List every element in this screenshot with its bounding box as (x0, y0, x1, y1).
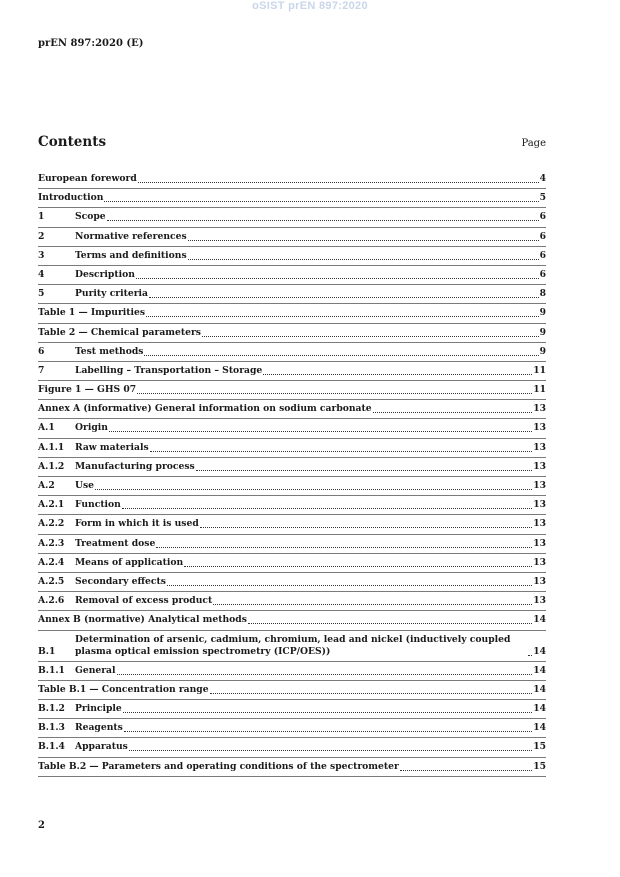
toc-entry-number: A.1 (38, 422, 55, 434)
toc-entry[interactable] (38, 208, 546, 227)
document-identifier: prEN 897:2020 (E) (38, 38, 144, 49)
toc-entry-page: 6 (539, 230, 546, 242)
toc-entry-page: 13 (533, 556, 546, 568)
toc-entry-title: European foreword (38, 173, 137, 184)
toc-entry-page: 13 (533, 537, 546, 549)
dot-leader (263, 374, 532, 375)
toc-entry-number: B.1.1 (38, 664, 65, 676)
toc-entry[interactable] (38, 477, 546, 496)
toc-entry-number: A.2 (38, 480, 55, 491)
toc-entry-title: Principle (75, 703, 122, 715)
toc-entry-number: B.1.2 (38, 703, 65, 715)
toc-entry[interactable] (38, 515, 546, 534)
dot-leader (156, 547, 532, 548)
toc-entry[interactable] (38, 439, 546, 458)
toc-entry-title: Scope (75, 211, 106, 223)
dot-leader (144, 355, 538, 356)
contents-heading: Contents (38, 134, 107, 150)
dot-leader (184, 566, 532, 567)
dot-leader (107, 220, 539, 221)
dot-leader (213, 604, 532, 605)
toc-entry[interactable] (38, 247, 546, 266)
toc-entry[interactable] (38, 362, 546, 381)
toc-entry-page: 11 (533, 364, 546, 376)
toc-entry[interactable] (38, 496, 546, 515)
toc-entry-page: 15 (533, 741, 546, 753)
toc-entry-number: A.1.1 (38, 441, 65, 453)
toc-entry-number: 5 (38, 288, 45, 300)
toc-entry-number: B.1.4 (38, 741, 65, 753)
toc-entry-title: Use (75, 480, 95, 491)
toc-entry-title: Labelling – Transportation – Storage (75, 364, 263, 376)
toc-entry-title: Function (75, 499, 121, 511)
toc-entry-title: Test methods (75, 345, 144, 357)
dot-leader (149, 297, 539, 298)
toc-entry-page: 14 (533, 722, 546, 734)
dot-leader (117, 674, 533, 675)
toc-entry[interactable] (38, 573, 546, 592)
toc-entry[interactable] (38, 611, 546, 630)
toc-entry-number: A.1.2 (38, 460, 65, 472)
toc-entry-page: 14 (533, 664, 546, 676)
dot-leader (138, 182, 539, 183)
toc-entry[interactable] (38, 700, 546, 719)
toc-entry[interactable] (38, 266, 546, 285)
toc-entry-page: 13 (533, 441, 546, 453)
dot-leader (150, 451, 533, 452)
toc-entry-page: 11 (533, 384, 546, 396)
toc-entry-number: 2 (38, 230, 45, 242)
dot-leader (188, 240, 539, 241)
toc-entry-title: Description (75, 268, 135, 280)
toc-entry-title: Secondary effects (75, 575, 166, 587)
toc-entry-number: B.1.3 (38, 722, 65, 734)
toc-entry-page: 9 (539, 345, 546, 357)
dot-leader (122, 508, 532, 509)
toc-entry-title: Terms and definitions (75, 249, 187, 261)
toc-entry-number: A.2.3 (38, 537, 65, 549)
toc-entry-title: Determination of arsenic, cadmium, chromium, lead and nickel (inductively coupled plasma optical emission spectrometry (ICP/OES)) (75, 633, 511, 657)
toc-entry-page: 13 (533, 422, 546, 434)
toc-entry[interactable] (38, 170, 546, 189)
toc-entry-number: A.2.4 (38, 556, 65, 568)
toc-entry-page: 6 (539, 249, 546, 261)
toc-entry-title: Removal of excess product (75, 595, 213, 607)
toc-entry[interactable] (38, 400, 546, 419)
toc-entry-page: 13 (533, 518, 546, 530)
toc-entry-title: Introduction (38, 192, 104, 204)
toc-entry-page: 6 (539, 268, 546, 280)
toc-entry-page: 9 (539, 307, 546, 319)
toc-entry-title: Manufacturing process (75, 460, 195, 472)
toc-entry-title: Treatment dose (75, 537, 156, 549)
toc-entry-title: Table B.2 — Parameters and operating conditions of the spectrometer (38, 760, 399, 772)
toc-entry-title: Reagents (75, 722, 123, 734)
toc-entry[interactable] (38, 554, 546, 573)
toc-entry[interactable] (38, 592, 546, 611)
dot-leader (95, 489, 532, 490)
toc-entry-title: Annex B (normative) Analytical methods (38, 614, 247, 626)
dot-leader (248, 623, 532, 624)
dot-leader (200, 527, 532, 528)
toc-entry-number: B.1 (38, 645, 56, 657)
dot-leader (373, 412, 533, 413)
toc-entry-number: 7 (38, 364, 45, 376)
toc-entry-page: 4 (539, 173, 546, 184)
toc-entry[interactable] (38, 631, 546, 662)
toc-entry-page: 13 (533, 403, 546, 415)
toc-entry-page: 13 (533, 595, 546, 607)
toc-entry[interactable] (38, 458, 546, 477)
toc-entry[interactable] (38, 758, 546, 777)
toc-entry-title: Means of application (75, 556, 184, 568)
dot-leader (136, 278, 539, 279)
toc-entry-number: A.2.2 (38, 518, 65, 530)
toc-entry-title: Apparatus (75, 741, 128, 753)
toc-entry-title: Table 2 — Chemical parameters (38, 326, 201, 338)
toc-entry-title: Table B.1 — Concentration range (38, 683, 209, 695)
dot-leader (124, 731, 532, 732)
toc-entry-title: General (75, 664, 116, 676)
dot-leader (129, 750, 532, 751)
toc-entry-number: 6 (38, 345, 45, 357)
toc-entry[interactable] (38, 681, 546, 700)
toc-entry-page: 15 (533, 760, 546, 772)
dot-leader (210, 693, 533, 694)
toc-entry-number: 4 (38, 268, 45, 280)
toc-entry[interactable] (38, 343, 546, 362)
toc-entry[interactable] (38, 189, 546, 208)
dot-leader (202, 336, 539, 337)
dot-leader (137, 393, 532, 394)
watermark: oSIST prEN 897:2020 (252, 0, 368, 12)
toc-entry[interactable] (38, 662, 546, 681)
toc-entry-number: 1 (38, 211, 45, 223)
dot-leader (400, 770, 532, 771)
toc-entry-number: A.2.5 (38, 575, 65, 587)
toc-entry-number: A.2.1 (38, 499, 65, 511)
toc-entry-page: 8 (539, 288, 546, 300)
toc-entry[interactable] (38, 381, 546, 400)
dot-leader (146, 316, 539, 317)
dot-leader (104, 201, 538, 202)
toc-entry-page: 14 (533, 683, 546, 695)
toc-entry-title: Annex A (informative) General information on sodium carbonate (38, 403, 372, 415)
toc-entry-title: Figure 1 — GHS 07 (38, 384, 137, 396)
toc-entry-title: Table 1 — Impurities (38, 307, 146, 319)
dot-leader (167, 585, 532, 586)
toc-entry[interactable] (38, 324, 546, 343)
toc-entry-page: 14 (533, 645, 546, 657)
dot-leader (109, 431, 532, 432)
dot-leader (528, 655, 532, 656)
toc-entry-number: A.2.6 (38, 595, 65, 607)
toc-entry-page: 13 (533, 499, 546, 511)
dot-leader (188, 259, 539, 260)
toc-entry-page: 6 (539, 211, 546, 223)
dot-leader (196, 470, 532, 471)
toc-entry[interactable] (38, 719, 546, 738)
toc-entry[interactable] (38, 228, 546, 247)
table-of-contents (38, 170, 546, 777)
toc-entry-page: 9 (539, 326, 546, 338)
toc-entry[interactable] (38, 535, 546, 554)
toc-entry-title: Purity criteria (75, 288, 148, 300)
toc-entry-page: 13 (533, 460, 546, 472)
page-number: 2 (38, 820, 45, 831)
page-column-label: Page (521, 138, 546, 149)
toc-entry-page: 13 (533, 575, 546, 587)
toc-entry-title: Form in which it is used (75, 518, 199, 530)
toc-entry-page: 5 (539, 192, 546, 204)
toc-entry-title: Origin (75, 422, 108, 434)
toc-entry-number: 3 (38, 249, 45, 261)
toc-entry-page: 13 (533, 480, 546, 491)
toc-entry[interactable] (38, 285, 546, 304)
toc-entry-title: Raw materials (75, 441, 149, 453)
toc-entry[interactable] (38, 738, 546, 757)
toc-entry-page: 14 (533, 703, 546, 715)
dot-leader (123, 712, 532, 713)
toc-entry-title: Normative references (75, 230, 187, 242)
toc-entry-page: 14 (533, 614, 546, 626)
toc-entry[interactable] (38, 304, 546, 323)
toc-entry[interactable] (38, 419, 546, 438)
